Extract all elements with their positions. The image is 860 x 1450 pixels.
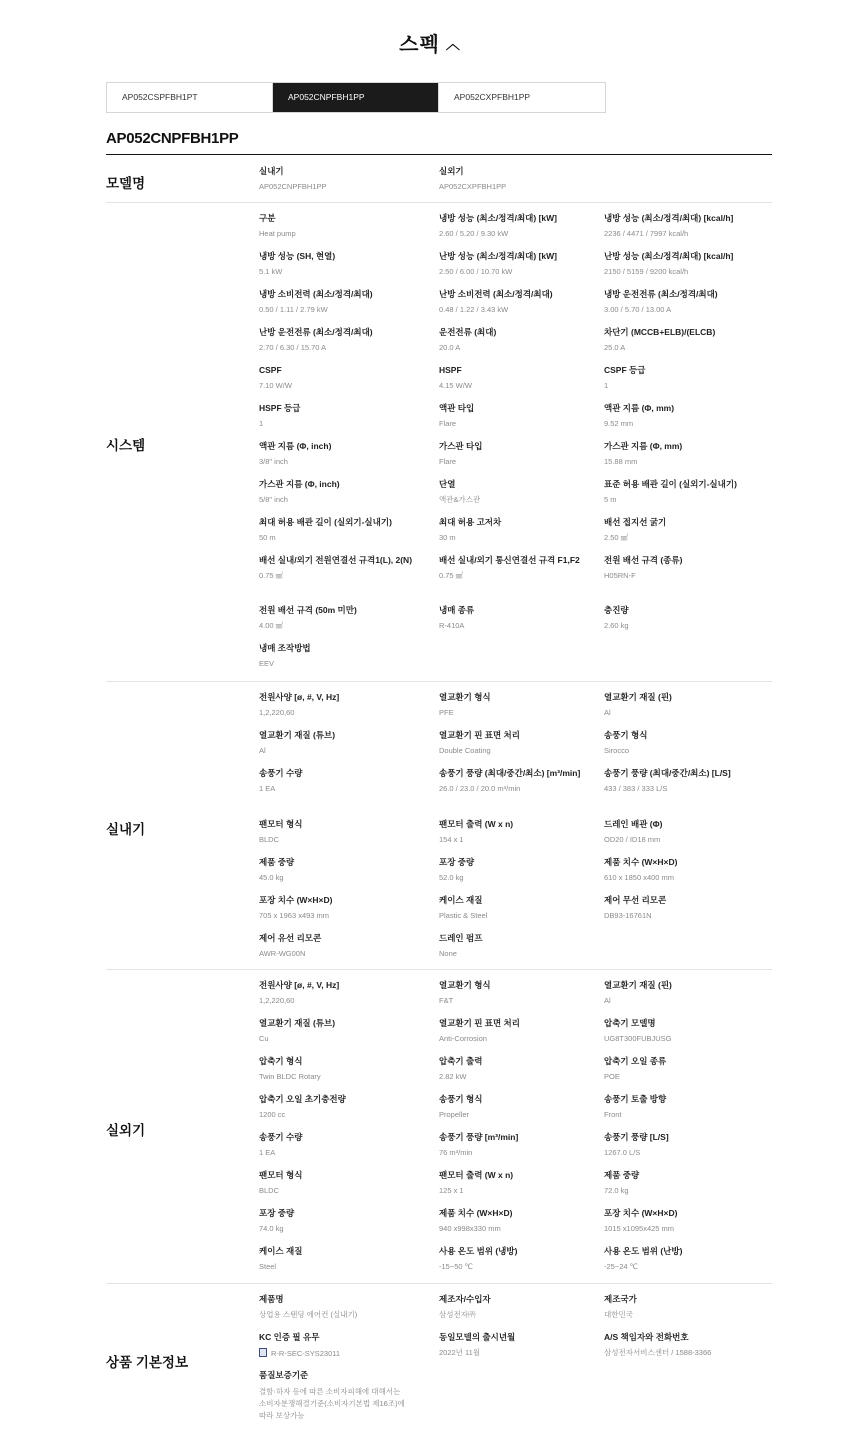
spec-item xyxy=(439,1332,604,1358)
spec-item xyxy=(259,730,424,756)
spec-value: 45.0 kg xyxy=(259,873,284,882)
spec-value: Al xyxy=(604,996,611,1005)
spec-key: 냉매 조작방법 xyxy=(259,643,311,653)
spec-item xyxy=(259,1332,424,1359)
model-tabs xyxy=(106,82,606,113)
spec-key: 동일모델의 출시년월 xyxy=(439,1332,516,1342)
tab-model-3[interactable]: AP052CXPFBH1PP xyxy=(454,92,531,102)
spec-key: 제조자/수입자 xyxy=(439,1294,491,1304)
spec-value-wrap xyxy=(259,1348,424,1359)
spec-title: 스펙 xyxy=(399,34,440,56)
spec-item xyxy=(439,605,604,631)
spec-key: 케이스 재질 xyxy=(259,1246,303,1256)
spec-key: 가스관 지름 (Φ, mm) xyxy=(604,441,683,451)
model-title: AP052CNPFBH1PP xyxy=(106,130,239,147)
spec-item xyxy=(604,819,769,845)
spec-value: AP052CXPFBH1PP xyxy=(439,182,507,191)
spec-item xyxy=(439,289,604,315)
spec-item xyxy=(259,479,424,505)
spec-value: 1 xyxy=(259,419,264,428)
spec-item xyxy=(259,1018,424,1044)
spec-value: AWR-WG00N xyxy=(259,949,306,958)
spec-key: 가스관 타입 xyxy=(439,441,483,451)
spec-key: 난방 운전전류 (최소/정격/최대) xyxy=(259,327,373,337)
spec-value: 154 x 1 xyxy=(439,835,464,844)
spec-item xyxy=(439,555,604,581)
spec-key: 압축기 출력 xyxy=(439,1056,483,1066)
spec-item xyxy=(259,643,424,669)
spec-value: 2.70 / 6.30 / 15.70 A xyxy=(259,343,327,352)
spec-key: 단열 xyxy=(439,479,456,489)
spec-value: 4.15 W/W xyxy=(439,381,472,390)
spec-key: 열교환기 재질 (핀) xyxy=(604,692,672,702)
spec-value: 2150 / 5159 / 9200 kcal/h xyxy=(604,267,689,276)
spec-value: DB93-16761N xyxy=(604,911,652,920)
spec-item xyxy=(259,933,424,959)
spec-key: 사용 온도 범위 (냉방) xyxy=(439,1246,518,1256)
spec-key: 난방 소비전력 (최소/정격/최대) xyxy=(439,289,553,299)
spec-item xyxy=(604,441,769,467)
spec-key: 압축기 모델명 xyxy=(604,1018,656,1028)
spec-value: 5 m xyxy=(604,495,617,504)
spec-item xyxy=(604,730,769,756)
spec-item xyxy=(259,1056,424,1082)
spec-key: 냉방 소비전력 (최소/정격/최대) xyxy=(259,289,373,299)
spec-item xyxy=(604,289,769,315)
spec-key: 송풍기 풍량 [m³/min] xyxy=(439,1132,519,1142)
spec-item xyxy=(259,605,424,631)
spec-item xyxy=(439,1170,604,1196)
spec-item xyxy=(259,1246,424,1272)
spec-key: 운전전류 (최대) xyxy=(439,327,497,337)
spec-key: 팬모터 출력 (W x n) xyxy=(439,819,514,829)
spec-key: 가스관 지름 (Φ, inch) xyxy=(259,479,340,489)
section-indoor xyxy=(106,682,772,970)
spec-value: 결함·하자 등에 따른 소비자피해에 대해서는 소비자분쟁해결기준(소비자기본법 제16조)에 따라 보상가능 xyxy=(259,1387,405,1420)
spec-value: 50 m xyxy=(259,533,276,542)
spec-value: 125 x 1 xyxy=(439,1186,464,1195)
spec-value: 액관&가스관 xyxy=(439,495,481,504)
spec-value: None xyxy=(439,949,457,958)
spec-item xyxy=(439,933,604,959)
spec-key: 제어 무선 리모콘 xyxy=(604,895,667,905)
spec-item xyxy=(439,1294,604,1320)
spec-value: 1 EA xyxy=(259,1148,276,1157)
spec-key: 케이스 재질 xyxy=(439,895,483,905)
spec-item xyxy=(259,980,424,1006)
spec-item xyxy=(604,1094,769,1120)
spec-key: 제품 중량 xyxy=(259,857,295,867)
spec-item xyxy=(259,692,424,718)
spec-key: 배선 접지선 굵기 xyxy=(604,517,667,527)
spec-value: 610 x 1850 x400 mm xyxy=(604,873,675,882)
spec-key: 난방 성능 (최소/정격/최대) [kW] xyxy=(439,251,557,261)
section-label: 실외기 xyxy=(106,1123,146,1138)
spec-key: 열교환기 핀 표면 처리 xyxy=(439,1018,520,1028)
spec-item xyxy=(439,213,604,239)
spec-key: 최대 허용 고저차 xyxy=(439,517,502,527)
spec-value: 1,2,220,60 xyxy=(259,996,295,1005)
spec-item xyxy=(259,1208,424,1234)
spec-value: 30 m xyxy=(439,533,456,542)
spec-value: Heat pump xyxy=(259,229,296,238)
spec-key: 냉방 성능 (최소/정격/최대) [kcal/h] xyxy=(604,213,734,223)
spec-item xyxy=(439,857,604,883)
spec-value: 9.52 mm xyxy=(604,419,634,428)
spec-key: 송풍기 형식 xyxy=(439,1094,483,1104)
section-label: 모델명 xyxy=(106,176,146,191)
spec-item xyxy=(259,403,424,429)
spec-value: 2.60 / 5.20 / 9.30 kW xyxy=(439,229,509,238)
spec-value: 1200 cc xyxy=(259,1110,286,1119)
spec-value: H05RN-F xyxy=(604,571,636,580)
spec-key: 배선 실내/외기 통신연결선 규격 F1,F2 xyxy=(439,555,580,565)
spec-value: Sirocco xyxy=(604,746,630,755)
spec-item xyxy=(439,895,604,921)
spec-value: Front xyxy=(604,1110,622,1119)
spec-key: 열교환기 재질 (튜브) xyxy=(259,1018,336,1028)
spec-item xyxy=(439,251,604,277)
spec-item xyxy=(439,730,604,756)
spec-value: 1015 x1095x425 mm xyxy=(604,1224,675,1233)
spec-item xyxy=(259,1170,424,1196)
spec-value: 상업용 스탠딩 에어컨 (실내기) xyxy=(259,1310,358,1319)
spec-item xyxy=(439,692,604,718)
spec-item xyxy=(259,289,424,315)
spec-key: 팬모터 출력 (W x n) xyxy=(439,1170,514,1180)
spec-item xyxy=(439,1018,604,1044)
spec-key: 팬모터 형식 xyxy=(259,819,303,829)
spec-key: 냉방 운전전류 (최소/정격/최대) xyxy=(604,289,718,299)
spec-value: 2236 / 4471 / 7997 kcal/h xyxy=(604,229,689,238)
spec-key: 액관 타입 xyxy=(439,403,475,413)
spec-key: 압축기 오일 종류 xyxy=(604,1056,667,1066)
spec-item xyxy=(439,365,604,391)
spec-value: Twin BLDC Rotary xyxy=(259,1072,321,1081)
spec-item xyxy=(259,1370,409,1422)
spec-value: R-410A xyxy=(439,621,465,630)
chevron-up-icon[interactable]: ︿ xyxy=(445,36,461,52)
spec-key: 포장 치수 (W×H×D) xyxy=(259,895,333,905)
spec-key: 난방 성능 (최소/정격/최대) [kcal/h] xyxy=(604,251,734,261)
spec-value: 26.0 / 23.0 / 20.0 m³/min xyxy=(439,784,521,793)
section-label: 실내기 xyxy=(106,822,146,837)
spec-value: 2.82 kW xyxy=(439,1072,467,1081)
spec-key: 냉방 성능 (최소/정격/최대) [kW] xyxy=(439,213,557,223)
spec-key: 포장 중량 xyxy=(439,857,475,867)
spec-key: 냉매 종류 xyxy=(439,605,475,615)
spec-item xyxy=(259,555,424,581)
spec-value: 705 x 1963 x493 mm xyxy=(259,911,330,920)
spec-key: 압축기 형식 xyxy=(259,1056,303,1066)
spec-item xyxy=(604,857,769,883)
tab-model-1[interactable]: AP052CSPFBH1PT xyxy=(107,83,273,112)
spec-item xyxy=(604,213,769,239)
spec-key: 차단기 (MCCB+ELB)/(ELCB) xyxy=(604,327,716,337)
spec-item xyxy=(604,1294,769,1320)
spec-key: CSPF xyxy=(259,365,282,375)
spec-item xyxy=(439,1132,604,1158)
spec-key: 송풍기 수량 xyxy=(259,1132,303,1142)
spec-item xyxy=(259,213,424,239)
spec-value: Al xyxy=(604,708,611,717)
spec-item xyxy=(259,517,424,543)
spec-key: 열교환기 형식 xyxy=(439,980,491,990)
spec-item xyxy=(259,365,424,391)
spec-key: 제품 치수 (W×H×D) xyxy=(604,857,678,867)
spec-value: Al xyxy=(259,746,266,755)
spec-item xyxy=(604,517,769,543)
spec-key: 전원사양 [ø, #, V, Hz] xyxy=(259,980,340,990)
spec-item xyxy=(604,251,769,277)
spec-item xyxy=(439,819,604,845)
spec-key: 최대 허용 배관 길이 (실외기-실내기) xyxy=(259,517,392,527)
spec-key: 압축기 오일 초기충전량 xyxy=(259,1094,346,1104)
section-label: 상품 기본정보 xyxy=(106,1355,188,1370)
spec-item xyxy=(439,1056,604,1082)
spec-key: 열교환기 재질 (튜브) xyxy=(259,730,336,740)
spec-value: 5/8" inch xyxy=(259,495,288,504)
spec-item xyxy=(259,895,424,921)
spec-item xyxy=(259,166,424,192)
spec-value: 20.0 A xyxy=(439,343,461,352)
spec-key: 표준 허용 배관 길이 (실외기-실내기) xyxy=(604,479,737,489)
spec-value: 15.88 mm xyxy=(604,457,638,466)
spec-key: 팬모터 형식 xyxy=(259,1170,303,1180)
spec-value: 3/8" inch xyxy=(259,457,288,466)
spec-item xyxy=(439,1208,604,1234)
spec-item xyxy=(259,768,424,794)
spec-item xyxy=(259,819,424,845)
spec-value: R-R-SEC-SYS23011 xyxy=(271,1349,341,1358)
spec-value: 4.00 ㎟ xyxy=(259,621,284,630)
spec-item xyxy=(439,327,604,353)
spec-item xyxy=(604,768,769,794)
spec-key: 충진량 xyxy=(604,605,629,615)
spec-item xyxy=(439,166,604,192)
spec-item xyxy=(259,1294,424,1320)
section-outdoor xyxy=(106,970,772,1284)
spec-value: Flare xyxy=(439,457,457,466)
section-model xyxy=(106,155,772,203)
spec-item xyxy=(259,1132,424,1158)
spec-item xyxy=(604,605,769,631)
spec-value: Flare xyxy=(439,419,457,428)
spec-value: AP052CNPFBH1PP xyxy=(259,182,327,191)
spec-value: 940 x998x330 mm xyxy=(439,1224,501,1233)
spec-value: 2.50 / 6.00 / 10.70 kW xyxy=(439,267,513,276)
spec-item xyxy=(259,857,424,883)
spec-value: POE xyxy=(604,1072,620,1081)
spec-key: 액관 지름 (Φ, inch) xyxy=(259,441,332,451)
spec-value: BLDC xyxy=(259,1186,280,1195)
spec-item xyxy=(439,517,604,543)
spec-value: 대한민국 xyxy=(604,1310,633,1319)
spec-key: 포장 치수 (W×H×D) xyxy=(604,1208,678,1218)
spec-value: 74.0 kg xyxy=(259,1224,284,1233)
spec-item xyxy=(259,251,424,277)
spec-item xyxy=(439,980,604,1006)
spec-value: 76 m³/min xyxy=(439,1148,473,1157)
spec-value: 삼성전자㈜ xyxy=(439,1310,476,1319)
spec-value: Steel xyxy=(259,1262,277,1271)
spec-key: 송풍기 수량 xyxy=(259,768,303,778)
spec-key: 송풍기 풍량 [L/S] xyxy=(604,1132,669,1142)
spec-value: 1 EA xyxy=(259,784,276,793)
spec-value: F&T xyxy=(439,996,454,1005)
spec-key: 냉방 성능 (SH, 현열) xyxy=(259,251,336,261)
spec-value: 25.0 A xyxy=(604,343,626,352)
spec-item xyxy=(259,327,424,353)
spec-item xyxy=(604,1208,769,1234)
spec-value: 5.1 kW xyxy=(259,267,283,276)
spec-item xyxy=(604,1018,769,1044)
spec-item xyxy=(604,1132,769,1158)
spec-value: UG8T300FUBJUSG xyxy=(604,1034,672,1043)
spec-item xyxy=(439,441,604,467)
spec-key: 드레인 펌프 xyxy=(439,933,483,943)
spec-value: Propeller xyxy=(439,1110,470,1119)
spec-item xyxy=(604,1332,769,1358)
spec-key: 송풍기 형식 xyxy=(604,730,648,740)
spec-key: 액관 지름 (Φ, mm) xyxy=(604,403,675,413)
spec-item xyxy=(439,768,604,794)
spec-key: 제어 유선 리모콘 xyxy=(259,933,322,943)
spec-key: 송풍기 풍량 (최대/중간/최소) [m³/min] xyxy=(439,768,581,778)
spec-value: 72.0 kg xyxy=(604,1186,629,1195)
spec-item xyxy=(439,403,604,429)
spec-value: 52.0 kg xyxy=(439,873,464,882)
spec-value: 7.10 W/W xyxy=(259,381,292,390)
spec-item xyxy=(259,441,424,467)
spec-header[interactable] xyxy=(0,28,860,57)
spec-value: Anti-Corrosion xyxy=(439,1034,487,1043)
spec-value: -15~50 ℃ xyxy=(439,1262,474,1271)
spec-key: 드레인 배관 (Φ) xyxy=(604,819,663,829)
spec-key: 포장 중량 xyxy=(259,1208,295,1218)
spec-value: 0.75 ㎟ xyxy=(439,571,464,580)
spec-key: 구분 xyxy=(259,213,276,223)
spec-value: 삼성전자서비스센터 / 1588-3366 xyxy=(604,1348,712,1357)
spec-key: HSPF 등급 xyxy=(259,403,301,413)
spec-key: 실내기 xyxy=(259,166,284,176)
spec-key: CSPF 등급 xyxy=(604,365,646,375)
section-basic-info xyxy=(106,1284,772,1434)
spec-item xyxy=(259,1094,424,1120)
spec-key: 전원 배선 규격 (종류) xyxy=(604,555,683,565)
spec-value: Double Coating xyxy=(439,746,491,755)
spec-value: -25~24 ℃ xyxy=(604,1262,639,1271)
spec-key: 실외기 xyxy=(439,166,464,176)
spec-value: Cu xyxy=(259,1034,269,1043)
spec-item xyxy=(604,980,769,1006)
section-label: 시스템 xyxy=(106,438,146,453)
spec-key: 송풍기 토출 방향 xyxy=(604,1094,667,1104)
spec-item xyxy=(604,555,769,581)
kc-cert-icon xyxy=(259,1348,267,1357)
spec-value: 1,2,220,60 xyxy=(259,708,295,717)
spec-value: 1267.0 L/S xyxy=(604,1148,641,1157)
spec-key: 전원사양 [ø, #, V, Hz] xyxy=(259,692,340,702)
spec-item xyxy=(604,365,769,391)
spec-key: 송풍기 풍량 (최대/중간/최소) [L/S] xyxy=(604,768,731,778)
spec-item xyxy=(604,1170,769,1196)
spec-value: PFE xyxy=(439,708,454,717)
spec-key: 제품명 xyxy=(259,1294,284,1304)
spec-value: 2.60 kg xyxy=(604,621,629,630)
spec-value: BLDC xyxy=(259,835,280,844)
spec-item xyxy=(604,692,769,718)
spec-value: 0.75 ㎟ xyxy=(259,571,284,580)
spec-item xyxy=(604,1246,769,1272)
spec-item xyxy=(604,1056,769,1082)
spec-key: 품질보증기준 xyxy=(259,1370,309,1380)
spec-item xyxy=(604,479,769,505)
spec-value: 0.48 / 1.22 / 3.43 kW xyxy=(439,305,509,314)
spec-key: 제품 중량 xyxy=(604,1170,640,1180)
spec-item xyxy=(604,895,769,921)
spec-item xyxy=(439,1246,604,1272)
spec-key: 배선 실내/외기 전원연결선 규격1(L), 2(N) xyxy=(259,555,413,565)
spec-key: HSPF xyxy=(439,365,462,375)
spec-item xyxy=(439,1094,604,1120)
spec-value: EEV xyxy=(259,659,275,668)
spec-value: 2022년 11월 xyxy=(439,1348,481,1357)
spec-value: Plastic & Steel xyxy=(439,911,488,920)
spec-value: 1 xyxy=(604,381,609,390)
tab-model-2[interactable]: AP052CNPFBH1PP xyxy=(273,83,439,112)
spec-value: 0.50 / 1.11 / 2.79 kW xyxy=(259,305,328,314)
spec-item xyxy=(439,479,604,505)
spec-key: 전원 배선 규격 (50m 미만) xyxy=(259,605,357,615)
spec-key: 제품 치수 (W×H×D) xyxy=(439,1208,513,1218)
spec-key: 열교환기 재질 (핀) xyxy=(604,980,672,990)
spec-key: 제조국가 xyxy=(604,1294,637,1304)
spec-key: 사용 온도 범위 (난방) xyxy=(604,1246,683,1256)
spec-key: KC 인증 필 유무 xyxy=(259,1332,320,1342)
spec-key: A/S 책임자와 전화번호 xyxy=(604,1332,689,1342)
spec-item xyxy=(604,327,769,353)
spec-key: 열교환기 형식 xyxy=(439,692,491,702)
spec-value: 433 / 383 / 333 L/S xyxy=(604,784,668,793)
spec-key: 열교환기 핀 표면 처리 xyxy=(439,730,520,740)
spec-value: 2.50 ㎟ xyxy=(604,533,629,542)
section-system xyxy=(106,203,772,682)
spec-value: OD20 / ID18 mm xyxy=(604,835,661,844)
spec-item xyxy=(604,403,769,429)
spec-value: 3.00 / 5.70 / 13.00 A xyxy=(604,305,672,314)
